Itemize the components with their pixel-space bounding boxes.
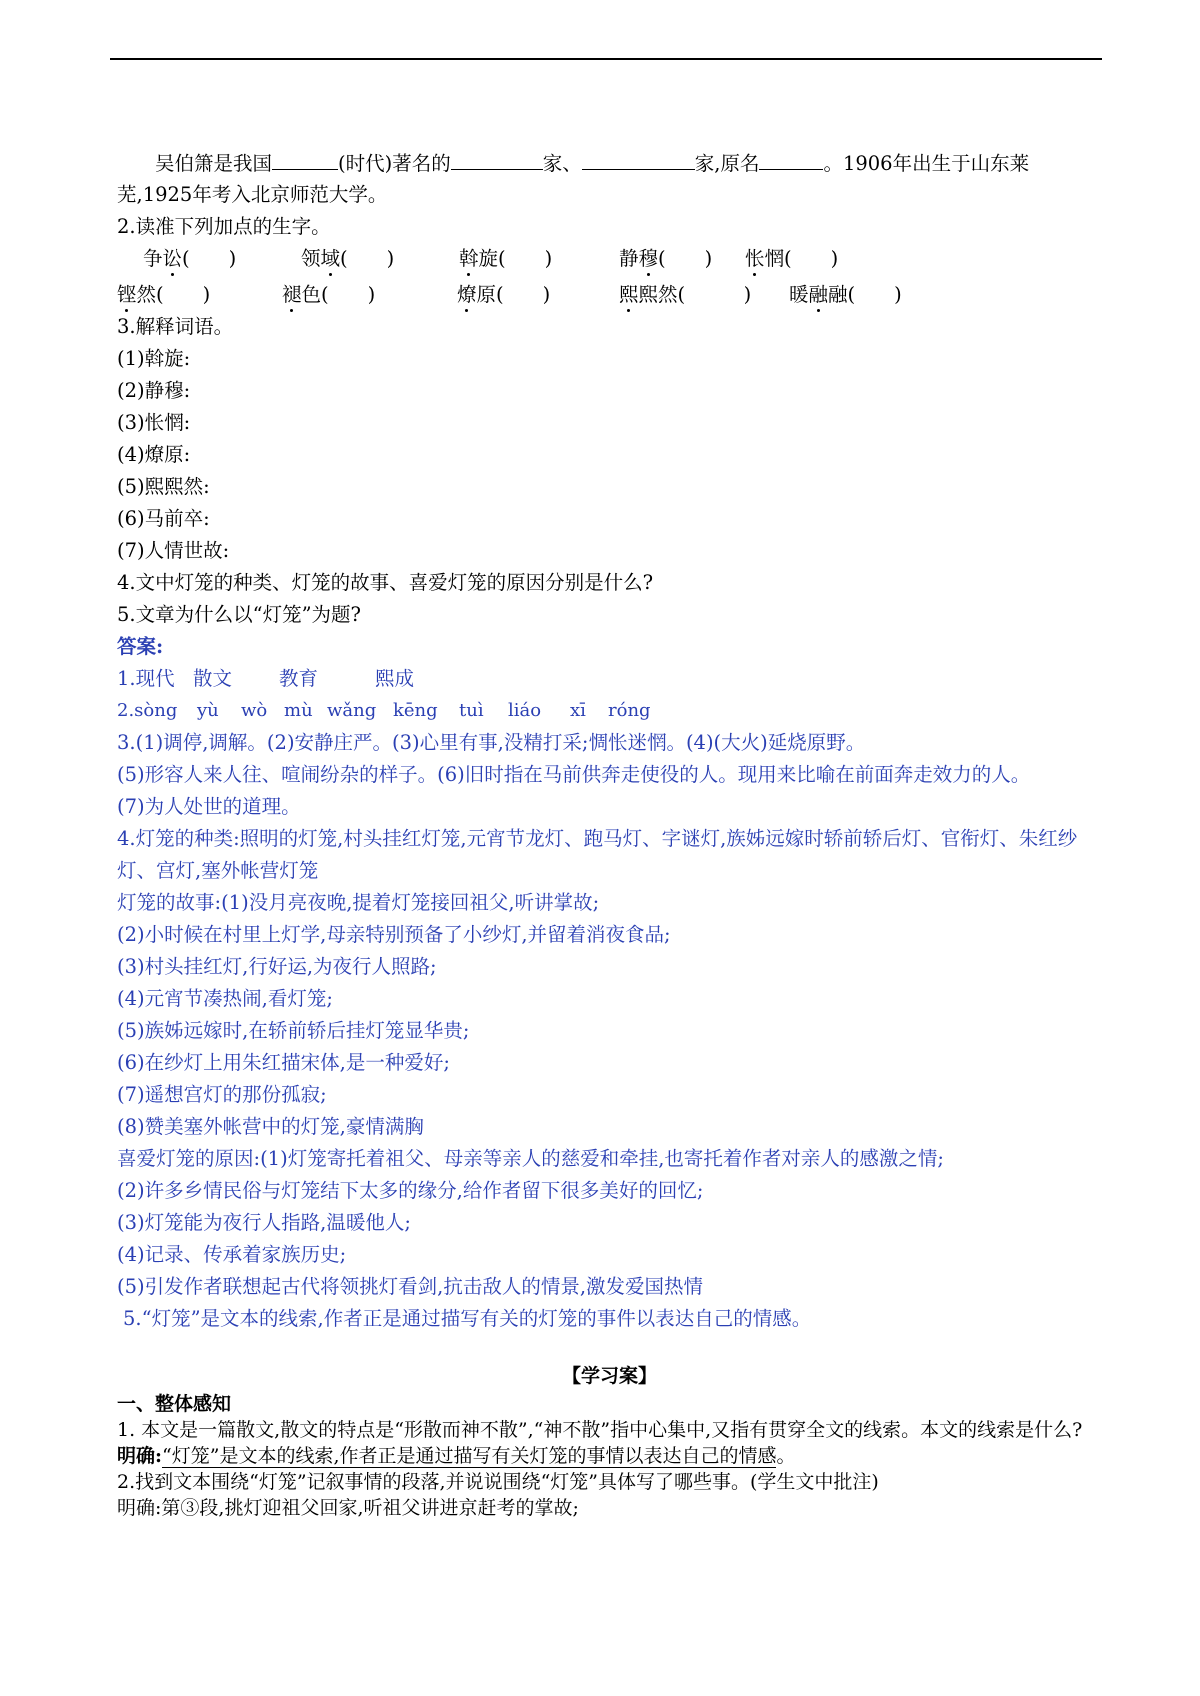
q2-dotted-char: 讼	[162, 247, 183, 270]
q2-word	[143, 243, 301, 275]
answer-3-line: (7)为人处世的道理。	[117, 795, 301, 818]
q1-blank-role-1[interactable]	[451, 147, 543, 170]
q2-answer-paren[interactable]: ( )	[498, 247, 553, 270]
q2-answer-paren[interactable]: ( )	[182, 247, 237, 270]
q2-word	[619, 279, 789, 311]
q2-answer-paren[interactable]: ( )	[321, 283, 376, 306]
q2-row-1	[117, 243, 1102, 275]
q2-answer-paren[interactable]: ( )	[658, 247, 713, 270]
pinyin: róng	[608, 700, 651, 721]
pinyin: yù	[197, 700, 219, 721]
q2-answer-paren[interactable]: ( )	[784, 247, 839, 270]
q2-char: 然	[136, 283, 157, 306]
q1-text-2: (时代)著名的	[338, 152, 451, 175]
q2-answer-paren[interactable]: ( )	[156, 283, 211, 306]
answer-4-reason: (3)灯笼能为夜行人指路,温暖他人;	[117, 1211, 411, 1234]
q2-word	[619, 243, 745, 275]
q2-char: 暖	[789, 283, 809, 306]
q2-dotted-char: 怅	[745, 247, 765, 270]
q3-title: 3.解释词语。	[117, 315, 234, 338]
pinyin: 2.sòng	[117, 700, 178, 721]
pinyin: wǎng	[327, 700, 377, 721]
study-question-1: 1. 本文是一篇散文,散文的特点是“形散而神不散”,“神不散”指中心集中,又指有贯穿全文的线索。本文的线索是什么?	[117, 1419, 1083, 1441]
q1-line-2: 芜,1925年考入北京师范大学。	[117, 183, 388, 206]
q2-char: 色	[301, 283, 322, 306]
answer-4-types: 4.灯笼的种类:照明的灯笼,村头挂红灯笼,元宵节龙灯、跑马灯、字谜灯,族姊远嫁时轿前轿后灯、官衔灯、朱红纱灯、宫灯,塞外帐营灯笼	[117, 827, 1078, 882]
answer-2	[117, 695, 1102, 727]
q2-dotted-char: 穆	[638, 247, 659, 270]
q3-item[interactable]: (2)静穆:	[117, 379, 191, 402]
answer-end: 。	[776, 1445, 796, 1467]
q2-word	[117, 279, 282, 311]
answer-3-line: (5)形容人来人往、喧闹纷杂的样子。(6)旧时指在马前供奔走使役的人。现用来比喻在前面奔走效力的人。	[117, 763, 1031, 786]
q2-word	[459, 243, 619, 275]
pinyin: kēng	[393, 700, 438, 721]
answer-4-story: 灯笼的故事:(1)没月亮夜晚,提着灯笼接回祖父,听讲掌故;	[117, 891, 600, 914]
pinyin: wò	[241, 700, 268, 721]
q2-word	[789, 279, 902, 311]
q2-dotted-char: 燎	[457, 283, 477, 306]
q4-text: 4.文中灯笼的种类、灯笼的故事、喜爱灯笼的原因分别是什么?	[117, 571, 654, 594]
answer-4-story: (5)族姊远嫁时,在轿前轿后挂灯笼显华贵;	[117, 1019, 470, 1042]
q2-char: 领	[301, 247, 321, 270]
q2-char: 静	[619, 247, 639, 270]
q3-item[interactable]: (3)怅惘:	[117, 411, 191, 434]
answer-label: 明确:	[117, 1445, 163, 1467]
q3-item[interactable]: (4)燎原:	[117, 443, 191, 466]
q1-text-1: 吴伯箫是我国	[155, 152, 273, 175]
q1-text-4: 家,原名	[694, 152, 760, 175]
study-answer-2: 明确:第③段,挑灯迎祖父回家,听祖父讲进京赶考的掌故;	[117, 1497, 579, 1519]
q2-word	[745, 243, 838, 275]
q1-blank-name[interactable]	[759, 147, 823, 170]
q3-item[interactable]: (6)马前卒:	[117, 507, 210, 530]
q2-dotted-char: 铿	[117, 283, 137, 306]
q3-item[interactable]: (1)斡旋:	[117, 347, 191, 370]
header-rule	[110, 58, 1102, 60]
answer-4-story: (7)遥想宫灯的那份孤寂;	[117, 1083, 327, 1106]
q2-char: 争	[143, 247, 163, 270]
q2-char: 原	[476, 283, 497, 306]
q1-blank-era[interactable]	[272, 147, 338, 170]
q1-blank-role-2[interactable]	[582, 147, 695, 170]
answers-label: 答案:	[117, 635, 164, 658]
q2-dotted-char: 融	[808, 283, 829, 306]
pinyin: mù	[284, 700, 313, 721]
q2-char: 融	[828, 283, 848, 306]
q2-answer-paren[interactable]: ( )	[340, 247, 395, 270]
q3-item[interactable]: (5)熙熙然:	[117, 475, 210, 498]
answer-4-reason: (5)引发作者联想起古代将领挑灯看剑,抗击敌人的情景,激发爱国热情	[117, 1275, 704, 1298]
answer-1-item: 熙成	[375, 667, 415, 690]
q2-word	[457, 279, 619, 311]
q3-item[interactable]: (7)人情世故:	[117, 539, 230, 562]
q1-line-1	[117, 147, 1102, 179]
q5-text: 5.文章为什么以“灯笼”为题?	[117, 603, 361, 626]
underlined-answer: “灯笼”是文本的线索,作者正是通过描写有关灯笼的事情以表达自己的情感	[162, 1445, 777, 1467]
answer-4-reason: 喜爱灯笼的原因:(1)灯笼寄托着祖父、母亲等亲人的慈爱和牵挂,也寄托着作者对亲人的感激之情;	[117, 1147, 944, 1170]
answer-1-item: 散文	[193, 667, 233, 690]
q2-dotted-char: 斡	[459, 247, 479, 270]
answer-4-reason: (4)记录、传承着家族历史;	[117, 1243, 347, 1266]
pinyin: tuì	[459, 700, 484, 721]
q2-word	[282, 279, 457, 311]
pinyin: liáo	[508, 700, 542, 721]
q2-char: 惘	[764, 247, 785, 270]
q2-row-2	[117, 279, 1102, 311]
answer-4-story: (6)在纱灯上用朱红描宋体,是一种爱好;	[117, 1051, 450, 1074]
page-content	[117, 147, 1102, 1521]
q2-char: 旋	[478, 247, 499, 270]
answer-1-item: 教育	[279, 667, 319, 690]
q2-word	[301, 243, 459, 275]
study-heading: 【学习案】	[561, 1365, 657, 1387]
q2-dotted-char: 熙	[619, 283, 639, 306]
q2-char: 熙然	[638, 283, 678, 306]
q2-dotted-char: 褪	[282, 283, 302, 306]
study-answer-1	[117, 1443, 1102, 1469]
q1-text-3: 家、	[542, 152, 582, 175]
answer-4-story: (8)赞美塞外帐营中的灯笼,豪情满胸	[117, 1115, 424, 1138]
answer-1	[117, 663, 1102, 695]
answer-5: 5.“灯笼”是文本的线索,作者正是通过描写有关的灯笼的事件以表达自己的情感。	[123, 1307, 812, 1330]
answer-4-reason: (2)许多乡情民俗与灯笼结下太多的缘分,给作者留下很多美好的回忆;	[117, 1179, 704, 1202]
q2-dotted-char: 域	[320, 247, 341, 270]
answer-4-story: (4)元宵节凑热闹,看灯笼;	[117, 987, 333, 1010]
pinyin: xī	[570, 700, 586, 721]
study-question-2: 2.找到文本围绕“灯笼”记叙事情的段落,并说说围绕“灯笼”具体写了哪些事。(学生文中批注)	[117, 1471, 879, 1493]
q2-answer-paren[interactable]: ( )	[847, 283, 902, 306]
q2-title: 2.读准下列加点的生字。	[117, 215, 331, 238]
q2-answer-paren[interactable]: ( )	[496, 283, 551, 306]
study-section-title: 一、整体感知	[117, 1393, 232, 1415]
q2-answer-paren[interactable]: ( )	[677, 283, 752, 306]
answer-4-story: (3)村头挂红灯,行好运,为夜行人照路;	[117, 955, 437, 978]
answer-3-line: 3.(1)调停,调解。(2)安静庄严。(3)心里有事,没精打采;惆怅迷惘。(4)(大火)延烧原野。	[117, 731, 866, 754]
answer-4-story: (2)小时候在村里上灯学,母亲特别预备了小纱灯,并留着消夜食品;	[117, 923, 671, 946]
answer-1-item: 1.现代	[117, 667, 175, 690]
q1-text-5: 。1906年出生于山东莱	[823, 152, 1030, 175]
